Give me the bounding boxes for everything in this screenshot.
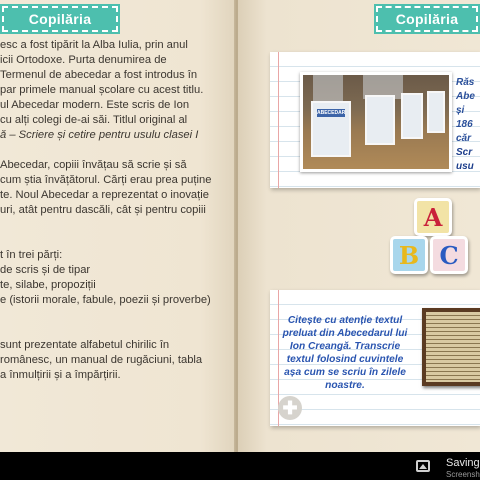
text-line: te, silabe, propoziții [0, 279, 96, 291]
puzzle-icon[interactable]: ✚ [278, 396, 302, 420]
caption-line: Răs [456, 77, 475, 88]
abecedar-photo[interactable] [300, 72, 452, 172]
display-book-image [365, 95, 395, 145]
text-line: t în trei părți: [0, 249, 63, 261]
old-document-image[interactable] [422, 308, 480, 386]
text-line [0, 233, 232, 248]
text-line: uri, atât pentru dascăli, cât și pentru copiii [0, 204, 206, 216]
text-line [0, 308, 232, 323]
text-line: ul Abecedar modern. Este scris de Ion [0, 99, 190, 111]
page-title-left: Copilăria [2, 6, 118, 32]
text-line: cu alți colegi de-ai săi. Titlul original al [0, 114, 188, 126]
right-page[interactable] [238, 0, 480, 452]
page-title-right: Copilăria [376, 6, 478, 32]
text-line [0, 143, 232, 158]
text-line: esc a fost tipărit la Alba Iulia, prin anul [0, 39, 188, 51]
block-c: C [430, 236, 468, 274]
display-book-image [401, 93, 423, 139]
text-line [0, 323, 232, 338]
abc-blocks-image [388, 196, 478, 282]
task-card[interactable] [270, 290, 480, 426]
image-icon[interactable] [416, 460, 430, 472]
document-page [426, 312, 480, 382]
text-line: Abecedar, copiii învățau să scrie și să [0, 159, 187, 171]
notification-title[interactable]: Saving [446, 457, 480, 469]
block-b: B [390, 236, 428, 274]
left-page-text [0, 38, 232, 383]
text-line: de scris și de tipar [0, 264, 91, 276]
system-status-bar [0, 452, 480, 480]
text-line: Termenul de abecedar a fost introdus în [0, 69, 198, 81]
task-text: Citește cu atenție textul preluat din Abecedarul lui Ion Creangă. Transcrie textul folosind cuvintele așa cum se scriu în zilele noastre. [282, 315, 408, 391]
photo-caption [456, 76, 480, 174]
abecedar-book-image [311, 101, 351, 157]
left-page[interactable] [0, 0, 236, 452]
text-line [0, 218, 232, 233]
text-line: cum știa învățătorul. Cărți erau prea puține [0, 174, 212, 186]
caption-line: Abe [456, 91, 475, 102]
book-label: ABECEDAR [317, 110, 346, 116]
caption-line: usu [456, 161, 474, 172]
notification-subtitle: Screensh [446, 470, 480, 479]
text-line: icii Ortodoxe. Purta denumirea de [0, 54, 167, 66]
text-line: e (istorii morale, fabule, poezii și proverbe) [0, 294, 211, 306]
block-a: A [414, 198, 452, 236]
text-line: sunt prezentate alfabetul chirilic în [0, 339, 170, 351]
text-line: par primele manual școlare cu acest titlu. [0, 84, 204, 96]
text-line: ă – Scriere și cetire pentru usulu clasei I [0, 129, 199, 141]
caption-line: 186 [456, 119, 473, 130]
caption-line: și [456, 105, 465, 116]
caption-line: Scr [456, 147, 473, 158]
text-line: a înmulțirii și a împărțirii. [0, 369, 121, 381]
text-line: românesc, un manual de rugăciuni, tabla [0, 354, 203, 366]
photo-card[interactable] [270, 52, 480, 188]
display-book-image [427, 91, 445, 133]
caption-line: căr [456, 133, 472, 144]
text-line: te. Noul Abecedar a reprezentat o inovație [0, 189, 209, 201]
